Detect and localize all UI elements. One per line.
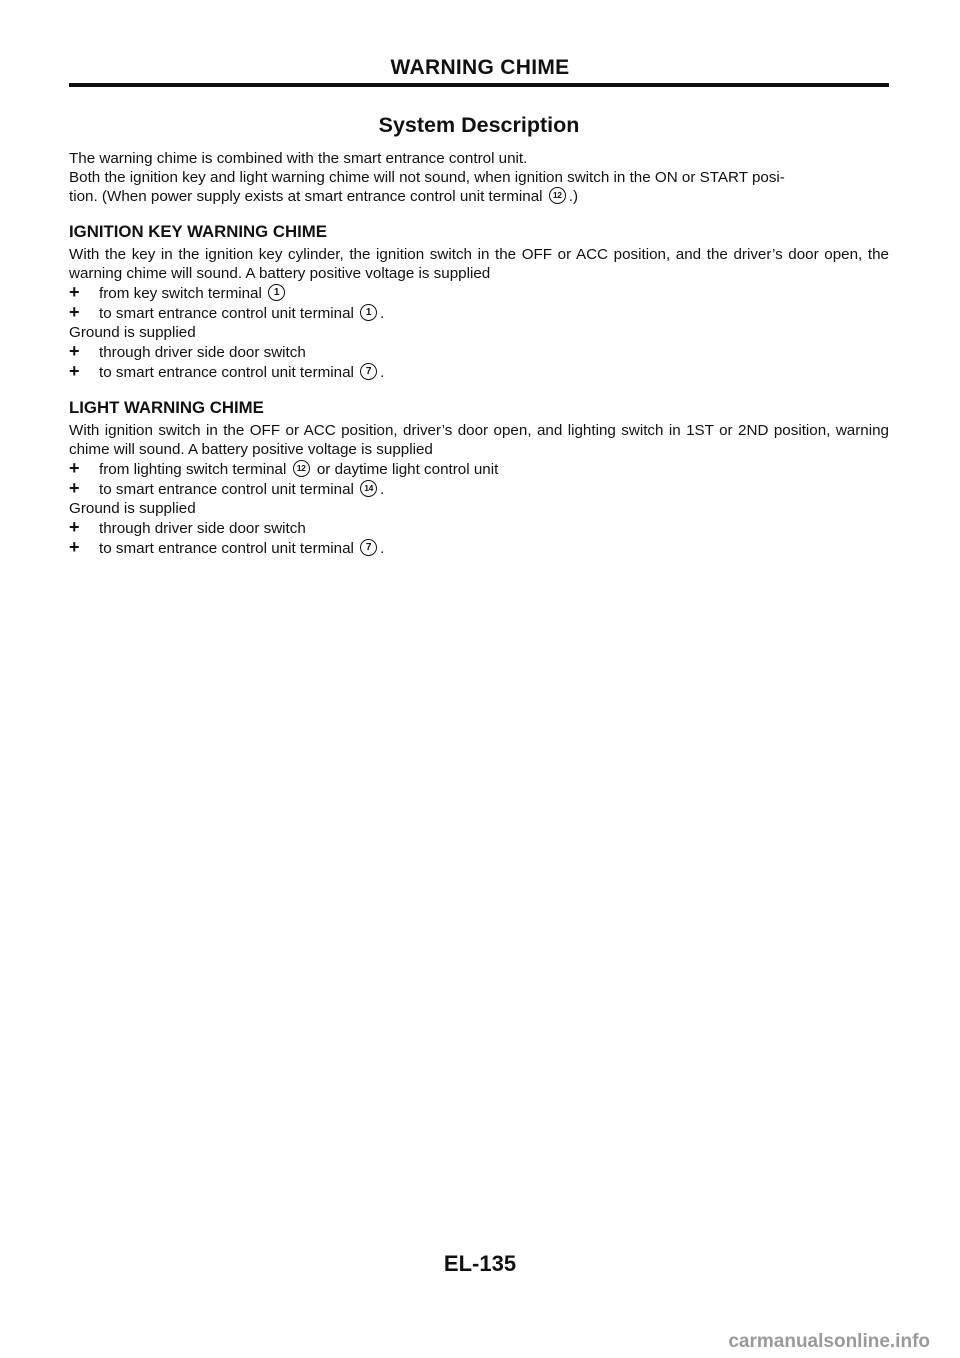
bullet-text-end: . (380, 540, 385, 557)
section-title: System Description (378, 113, 580, 137)
list-item (69, 538, 889, 558)
light-heading: LIGHT WARNING CHIME (69, 398, 264, 417)
header-rule (69, 83, 889, 87)
light-body: With ignition switch in the OFF or ACC position, driver’s door open, and lighting switch in 1ST or 2ND position, warning chime will sound. A battery positive voltage is supplied (69, 422, 889, 458)
terminal-badge: 7 (360, 363, 377, 380)
bullet-mark: + (69, 341, 80, 361)
bullet-mark: + (69, 517, 80, 537)
light-ground: Ground is supplied (69, 500, 196, 517)
page-content (69, 112, 889, 558)
bullet-mark: + (69, 458, 80, 478)
intro-line-2b-text: tion. (When power supply exists at smart entrance control unit terminal (69, 188, 543, 205)
bullet-mark: + (69, 361, 80, 381)
bullet-text-end: . (380, 481, 385, 498)
bullet-text (99, 284, 288, 303)
bullet-text (99, 363, 384, 382)
bullet-text-main: through driver side door switch (99, 344, 306, 361)
list-item (69, 479, 889, 499)
bullet-text-main: through driver side door switch (99, 520, 306, 537)
bullet-text-main: to smart entrance control unit terminal (99, 481, 354, 498)
list-item (69, 459, 889, 479)
intro-line-1: The warning chime is combined with the smart entrance control unit. (69, 150, 528, 167)
bullet-mark: + (69, 537, 80, 557)
list-item (69, 518, 889, 538)
bullet-text (99, 304, 384, 323)
bullet-text-main: from key switch terminal (99, 285, 262, 302)
bullet-text-main: to smart entrance control unit terminal (99, 540, 354, 557)
list-item (69, 342, 889, 362)
ignition-key-ground: Ground is supplied (69, 324, 196, 341)
terminal-badge: 1 (268, 284, 285, 301)
list-item (69, 362, 889, 382)
ignition-key-heading: IGNITION KEY WARNING CHIME (69, 222, 327, 241)
watermark-text: carmanualsonline.info (728, 1331, 930, 1352)
intro-line-2b (69, 187, 889, 206)
bullet-text (99, 480, 384, 499)
bullet-text-end: or daytime light control unit (316, 461, 499, 478)
terminal-badge: 7 (360, 539, 377, 556)
bullet-text-end: . (380, 364, 385, 381)
terminal-badge: 14 (360, 480, 377, 497)
bullet-mark: + (69, 478, 80, 498)
bullet-mark: + (69, 282, 80, 302)
bullet-text-main: to smart entrance control unit terminal (99, 305, 354, 322)
list-item (69, 303, 889, 323)
terminal-badge: 12 (549, 187, 566, 204)
header-title: WARNING CHIME (390, 56, 570, 79)
bullet-text-main: to smart entrance control unit terminal (99, 364, 354, 381)
bullet-mark: + (69, 302, 80, 322)
page-number: EL-135 (443, 1251, 517, 1276)
intro-line-2a: Both the ignition key and light warning chime will not sound, when ignition switch in the ON or START posi- (69, 169, 785, 186)
bullet-text-main: from lighting switch terminal (99, 461, 287, 478)
bullet-text (99, 460, 498, 479)
terminal-badge: 1 (360, 304, 377, 321)
ignition-key-body: With the key in the ignition key cylinder, the ignition switch in the OFF or ACC position, and the driver’s door open, the warning chime will sound. A battery positive voltage is supplied (69, 246, 889, 282)
intro-line-2b-end: .) (568, 188, 579, 205)
bullet-text (99, 539, 384, 558)
terminal-badge: 12 (293, 460, 310, 477)
bullet-text-end: . (380, 305, 385, 322)
list-item (69, 283, 889, 303)
